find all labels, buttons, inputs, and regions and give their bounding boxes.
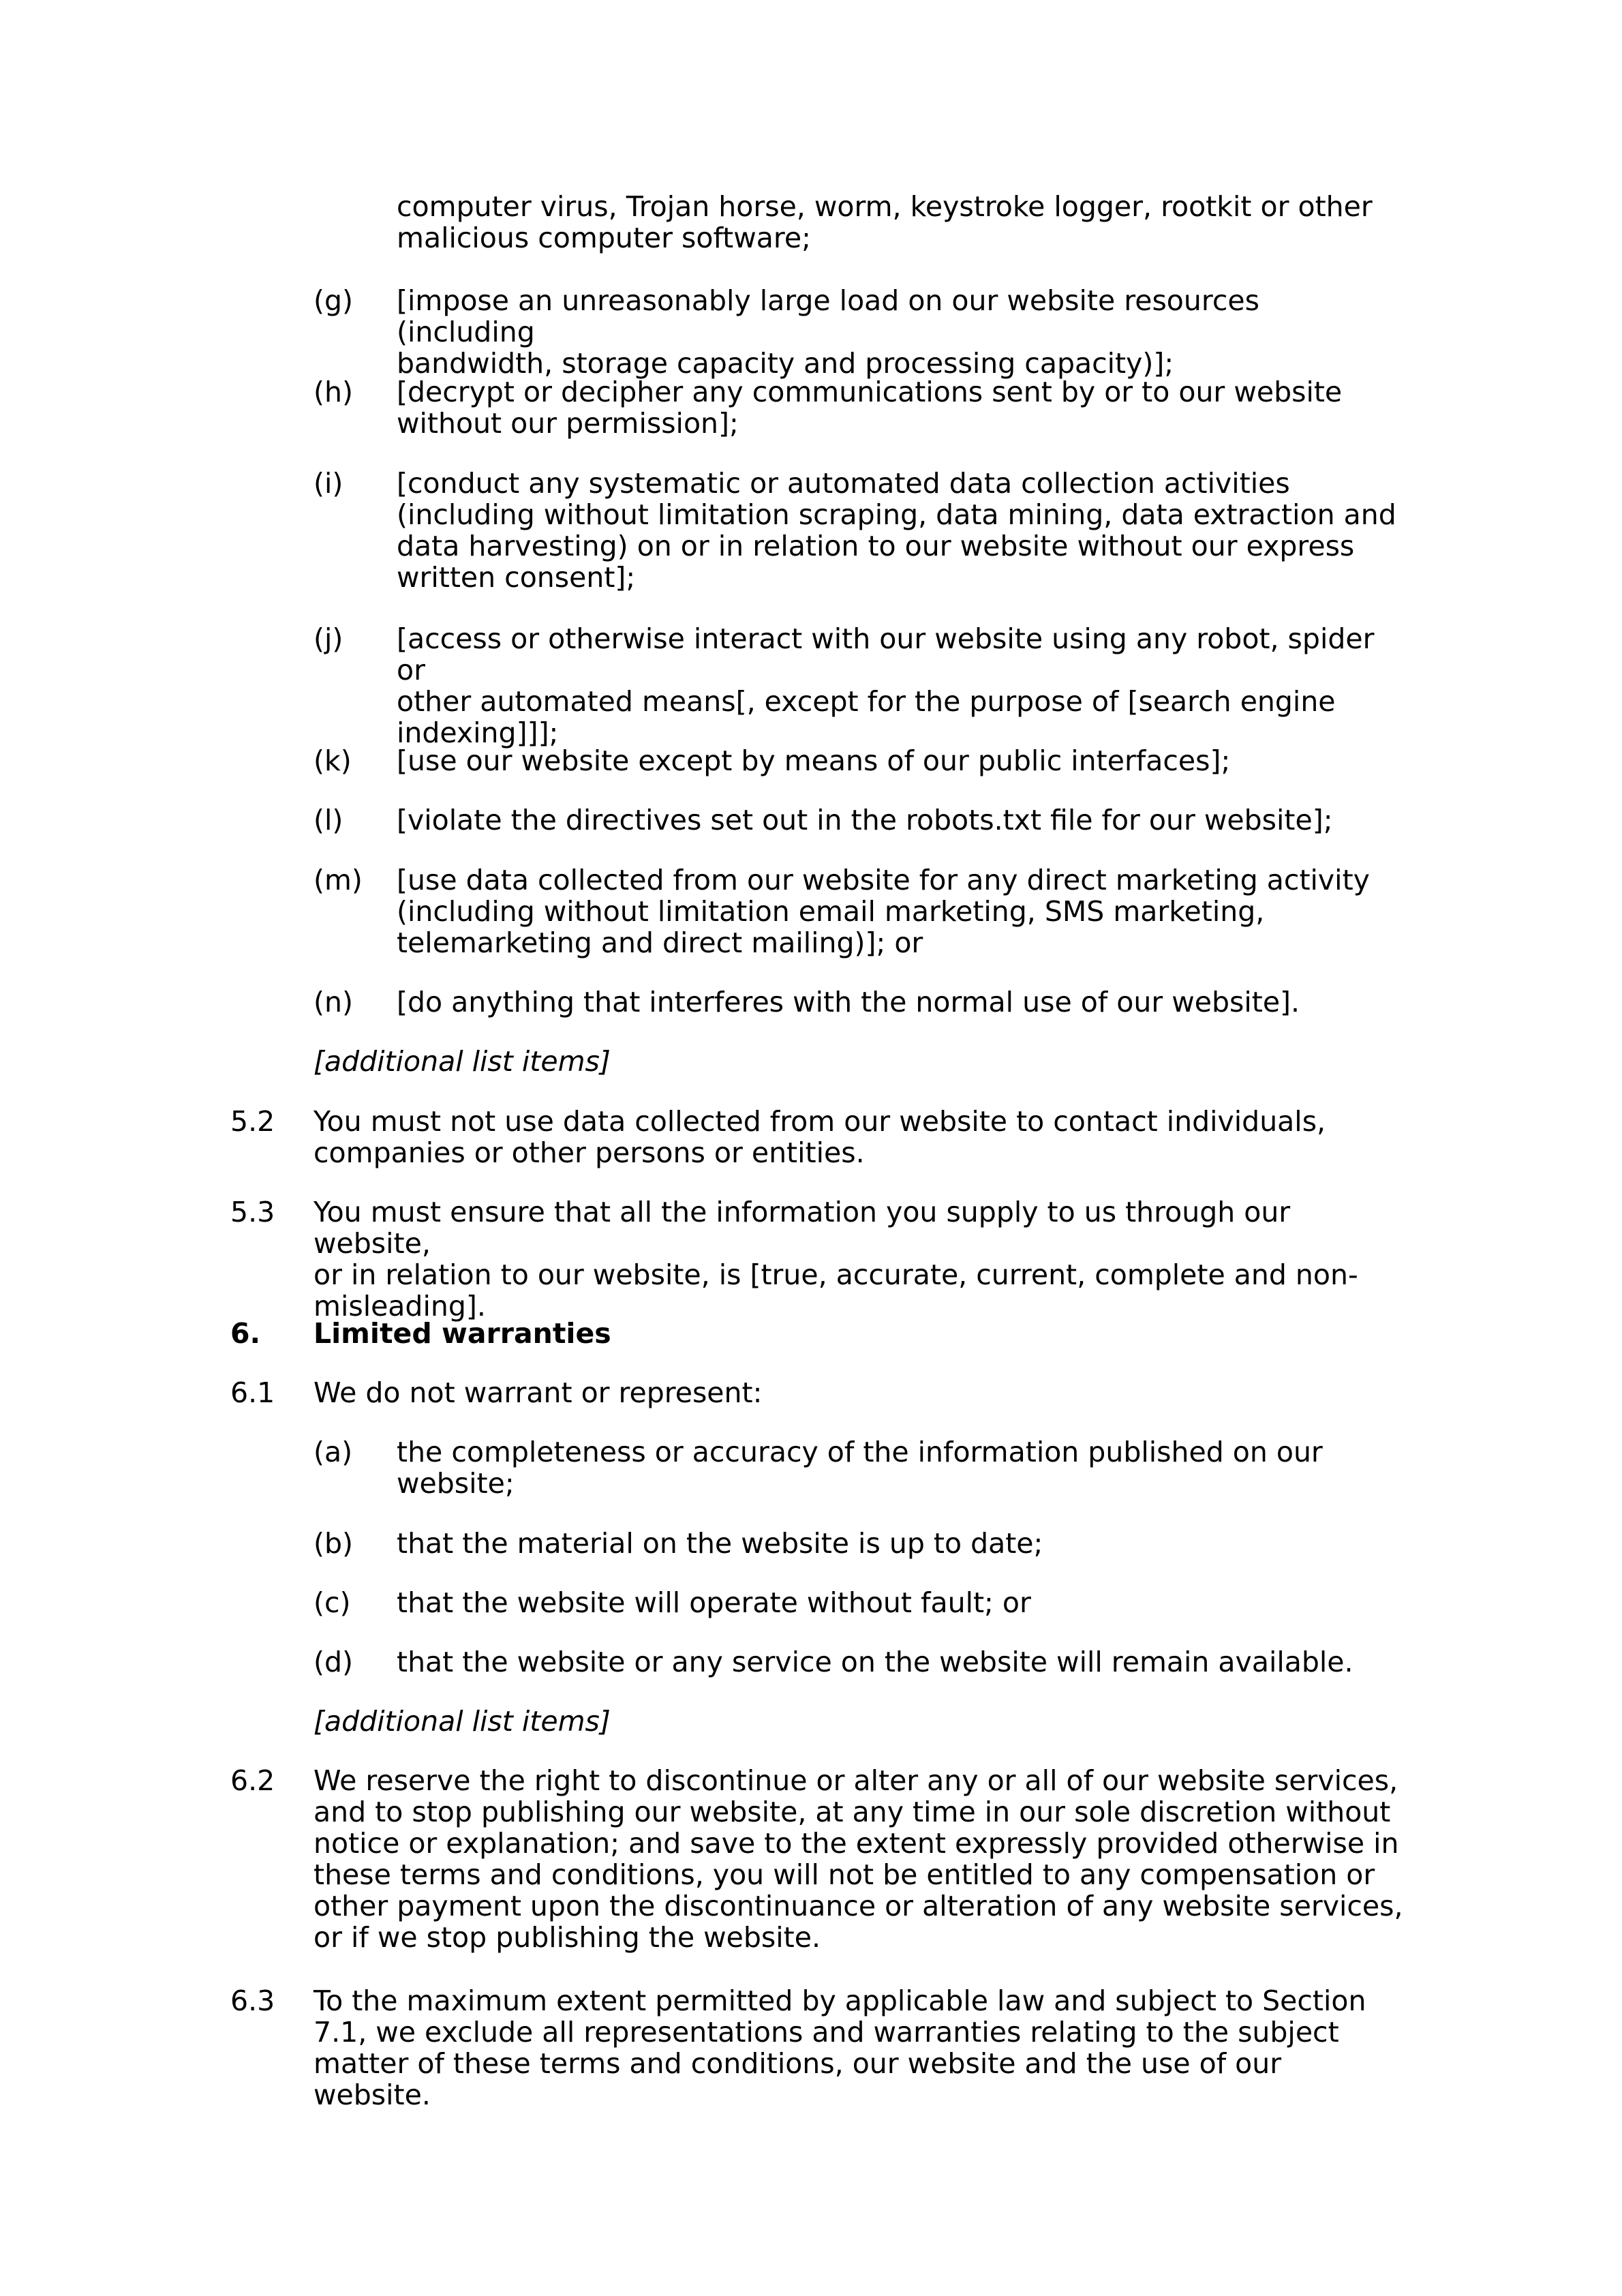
list-item-text: that the website or any service on the website will remain available. — [397, 1646, 1353, 1678]
clause-number: 5.3 — [230, 1196, 275, 1228]
clause-number: 6.3 — [230, 1984, 275, 2017]
list-item-text: [access or otherwise interact with our website using any robot, spider or other automated means[, except for the purpose of [search engine indexing]]]; — [397, 622, 1375, 749]
clause-text: We do not warrant or represent: — [313, 1376, 763, 1409]
list-item-text: [additional list items] — [313, 1045, 611, 1078]
list-item-number: (d) — [313, 1646, 354, 1678]
list-item-text: [use data collected from our website for any direct marketing activity (including without limitation email marketing, SMS marketing, telemarketing and direct mailing)]; or — [397, 864, 1370, 959]
list-item-text: [decrypt or decipher any communications sent by or to our website without our permission]; — [397, 376, 1343, 440]
section-number: 6. — [230, 1317, 261, 1350]
section-title: Limited warranties — [313, 1317, 611, 1350]
list-item-text: [impose an unreasonably large load on our website resources (including bandwidth, storage capacity and processing capacity)]; — [397, 284, 1259, 380]
list-item-text: [violate the directives set out in the robots.txt file for our website]; — [397, 804, 1333, 836]
list-item-text: that the material on the website is up to date; — [397, 1527, 1043, 1560]
list-item-text: the completeness or accuracy of the information published on our website; — [397, 1436, 1323, 1500]
clause-text: You must not use data collected from our website to contact individuals, companies or other persons or entities. — [313, 1105, 1326, 1169]
clause-number: 6.2 — [230, 1764, 275, 1797]
list-item-text: [additional list items] — [313, 1705, 611, 1738]
clause-number: 6.1 — [230, 1376, 275, 1409]
list-item-text: computer virus, Trojan horse, worm, keystroke logger, rootkit or other malicious computer software; — [397, 190, 1373, 254]
list-item-number: (a) — [313, 1436, 353, 1468]
list-item-number: (j) — [313, 622, 343, 655]
list-item-text: that the website will operate without fault; or — [397, 1586, 1031, 1619]
list-item-number: (k) — [313, 744, 352, 777]
list-item-number: (m) — [313, 864, 363, 896]
list-item-number: (h) — [313, 376, 353, 408]
list-item-number: (c) — [313, 1586, 351, 1619]
list-item-number: (b) — [313, 1527, 354, 1560]
clause-number: 5.2 — [230, 1105, 275, 1138]
list-item-text: [use our website except by means of our public interfaces]; — [397, 744, 1231, 777]
list-item-text: [conduct any systematic or automated data collection activities (including without limitation scraping, data mining, data extraction and data harvesting) on or in relation to our website without our express written consent]; — [397, 467, 1396, 594]
clause-text: We reserve the right to discontinue or alter any or all of our website services, and to stop publishing our website, at any time in our sole discretion without notice or explanation; and save to the extent expressly provided otherwise in these terms and conditions, you will not be entitled to any compensation or other payment upon the discontinuance or alteration of any website services, or if we stop publishing the website. — [313, 1764, 1403, 1954]
clause-text: To the maximum extent permitted by applicable law and subject to Section 7.1, we exclude all representations and warranties relating to the subject matter of these terms and conditions, our website and the use of our website. — [313, 1984, 1366, 2111]
clause-text: You must ensure that all the information you supply to us through our website, or in relation to our website, is [true, accurate, current, complete and non- misleading]. — [313, 1196, 1358, 1323]
list-item-number: (g) — [313, 284, 354, 317]
list-item-number: (n) — [313, 986, 353, 1018]
list-item-number: (i) — [313, 467, 343, 500]
list-item-text: [do anything that interferes with the normal use of our website]. — [397, 986, 1300, 1018]
list-item-number: (l) — [313, 804, 343, 836]
